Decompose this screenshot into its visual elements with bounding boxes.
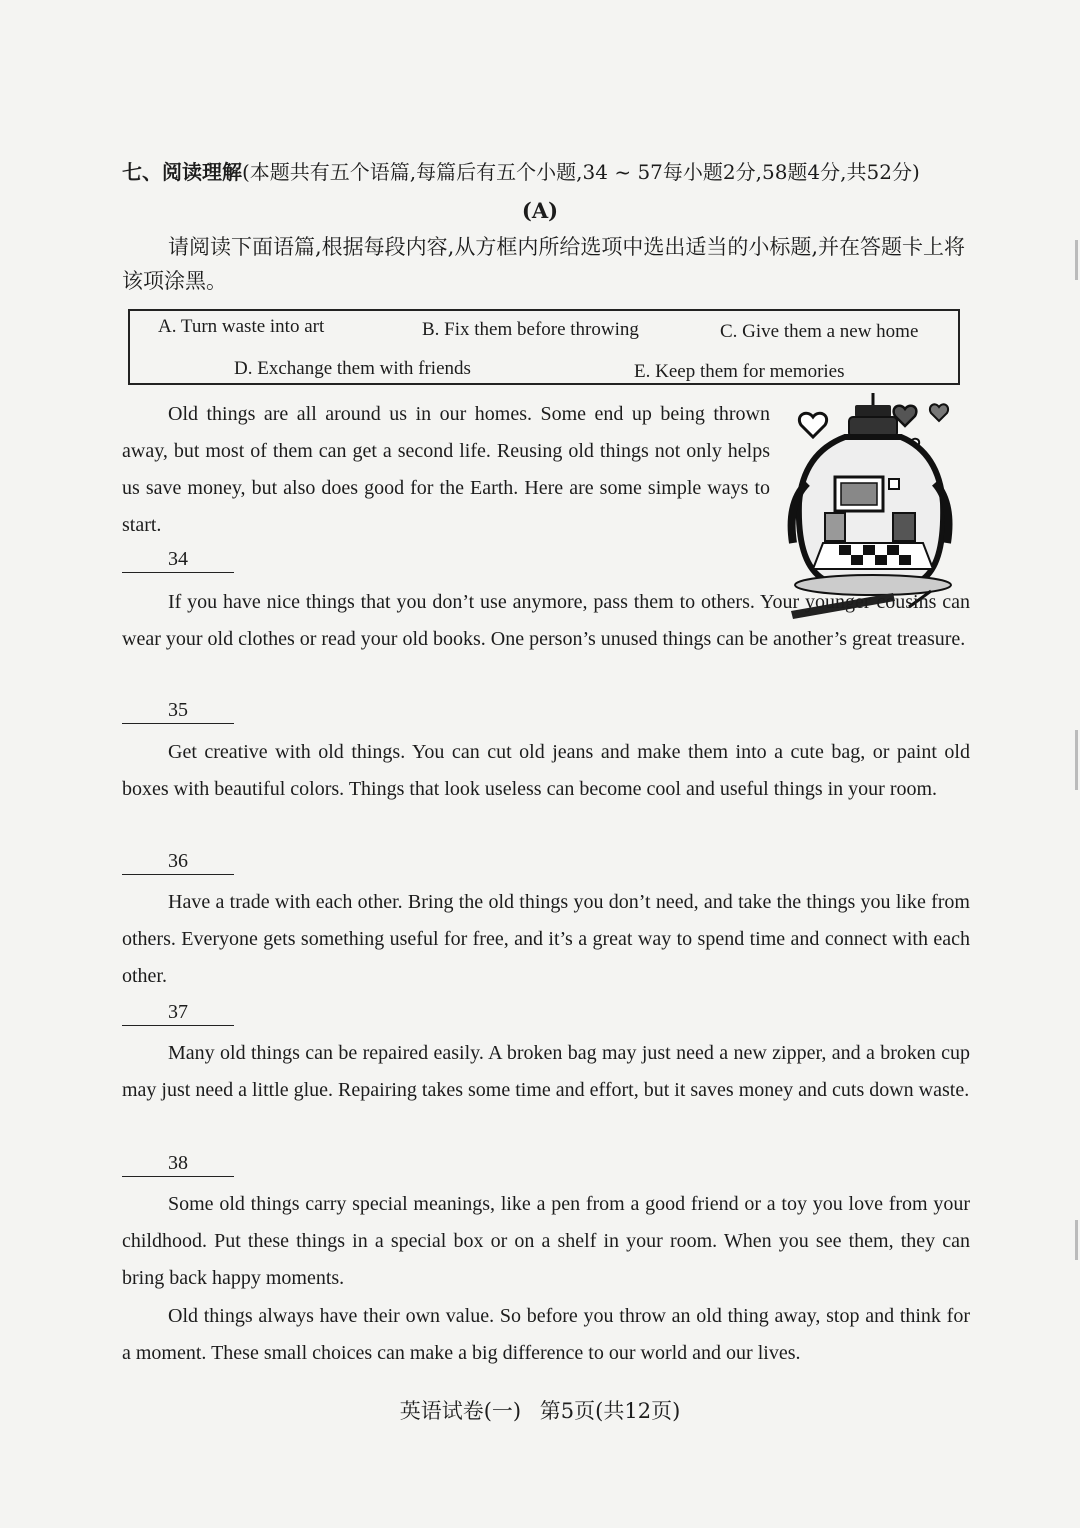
heart-icon [930,404,948,421]
option-e: E. Keep them for memories [634,361,845,382]
blank-35: 35 [122,697,234,724]
heart-icon [799,413,826,437]
paragraph-35: Get creative with old things. You can cut old jeans and make them into a cute bag, or paint old boxes with beautiful colors. Things that look useless can become cool and useful things in your room. [122,741,970,800]
blank-37: 37 [122,999,234,1026]
blank-38: 38 [122,1150,234,1177]
paragraph-38: Some old things carry special meanings, like a pen from a good friend or a toy you love from your childhood. Put these things in a special box or on a shelf in your room. When you see them, they can bring back happy moments. [122,1193,970,1289]
instruction-text: 请阅读下面语篇,根据每段内容,从方框内所给选项中选出适当的小标题,并在答题卡上将该项涂黑。 [122,235,966,293]
paragraph-34: If you have nice things that you don’t use anymore, pass them to others. Your younger cousins can wear your old clothes or read your old books. One person’s unused things can be another’s great treasure. [122,591,970,650]
paragraph-37: Many old things can be repaired easily. A broken bag may just need a new zipper, and a broken cup may just need a little glue. Repairing takes some time and effort, but it saves money and cuts down waste. [122,1042,970,1101]
paragraph-intro: Old things are all around us in our homes. Some end up being thrown away, but most of them can get a second life. Reusing old things not only helps us save money, but also does good for the Earth. Here are some simple ways to start. [122,403,770,536]
blank-34: 34 [122,546,234,573]
paragraph-36: Have a trade with each other. Bring the old things you don’t need, and take the things you like from others. Everyone gets something useful for free, and it’s a great way to spend time and connect with each other. [122,891,970,987]
option-b: B. Fix them before throwing [422,319,639,340]
paragraph-closing: Old things always have their own value. So before you throw an old thing away, stop and think for a moment. These small choices can make a big difference to our world and our lives. [122,1305,970,1364]
footer-subject: 英语试卷(一) [399,1399,522,1423]
scan-edge-mark [1075,730,1078,790]
section-head: 七、阅读理解 [122,160,242,184]
scan-edge-mark [1075,1220,1078,1260]
blank-36: 36 [122,848,234,875]
section-title [122,156,972,188]
footer-page-number: 第5页(共12页) [539,1399,681,1423]
option-a: A. Turn waste into art [158,316,325,337]
passage-label: (A) [521,198,559,223]
option-c: C. Give them a new home [720,321,919,342]
options-box [128,309,960,385]
scan-edge-mark [1075,240,1078,280]
option-d: D. Exchange them with friends [234,358,471,379]
section-note: (本题共有五个语篇,每篇后有五个小题,34 ~ 57每小题2分,58题4分,共52分) [242,160,920,184]
page-footer [0,1396,1080,1426]
